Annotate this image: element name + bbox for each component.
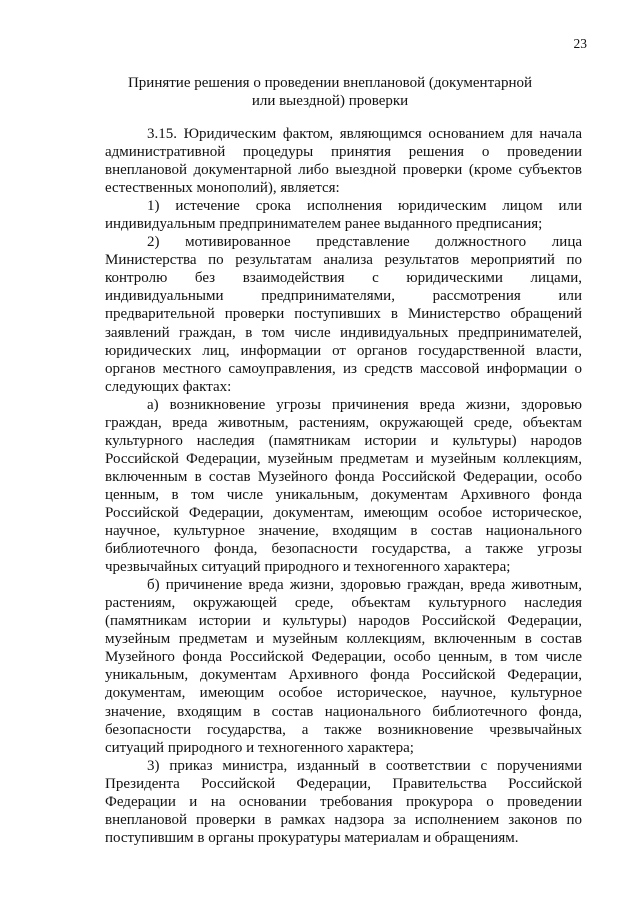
page-number: 23	[573, 36, 587, 51]
section-title-line-2: или выездной) проверки	[251, 93, 409, 109]
paragraph-item-a: а) возникновение угрозы причинения вреда жизни, здоровью граждан, вреда животным, растениям, окружающей среде, объектам культурного наследия (памятникам истории и культуры) народов Российской Федерации, музейным предметам и музейным коллекциям, включенным в состав Музейного фонда Российской Федерации, особо ценным, в том числе уникальным, документам Архивного фонда Российской Федерации, документам, имеющим особое историческое, научное, культурное значение, входящим в состав национального библиотечного фонда, безопасности государства, а также угрозы чрезвычайных ситуаций природного и техногенного характера;	[105, 396, 582, 576]
paragraph-item-3: 3) приказ министра, изданный в соответствии с поручениями Президента Российской Федерации, Правительства Российской Федерации и на основании требования прокурора о проведении внеплановой проверки в рамках надзора за исполнением законов по поступившим в органы прокуратуры материалам и обращениям.	[105, 757, 582, 846]
section-title	[100, 74, 560, 110]
document-body	[105, 125, 582, 847]
paragraph-item-2: 2) мотивированное представление должностного лица Министерства по результатам анализа результатов мероприятий по контролю без взаимодействия с юридическими лицами, индивидуальными предпринимателями, рассмотрения или предварительной проверки поступивших в Министерство обращений заявлений граждан, в том числе индивидуальных предпринимателей, юридических лиц, информации от органов государственной власти, органов местного самоуправления, из средств массовой информации о следующих фактах:	[105, 234, 582, 395]
paragraph-item-1: 1) истечение срока исполнения юридическим лицом или индивидуальным предпринимателем ранее выданного предписания;	[105, 198, 582, 233]
section-title-line-1: Принятие решения о проведении внеплановой (документарной	[127, 75, 533, 91]
paragraph-3-15: 3.15. Юридическим фактом, являющимся основанием для начала административной процедуры принятия решения о проведении внеплановой документарной либо выездной проверки (кроме субъектов естественных монополий), является:	[105, 126, 582, 197]
paragraph-item-b: б) причинение вреда жизни, здоровью граждан, вреда животным, растениям, окружающей среде, объектам культурного наследия (памятникам истории и культуры) народов Российской Федерации, музейным предметам и музейным коллекциям, включенным в состав Музейного фонда Российской Федерации, особо ценным, в том числе уникальным, документам Архивного фонда Российской Федерации, документам, имеющим особое историческое, научное, культурное значение, входящим в состав национального библиотечного фонда, безопасности государства, а также возникновение чрезвычайных ситуаций природного и техногенного характера;	[105, 577, 582, 756]
